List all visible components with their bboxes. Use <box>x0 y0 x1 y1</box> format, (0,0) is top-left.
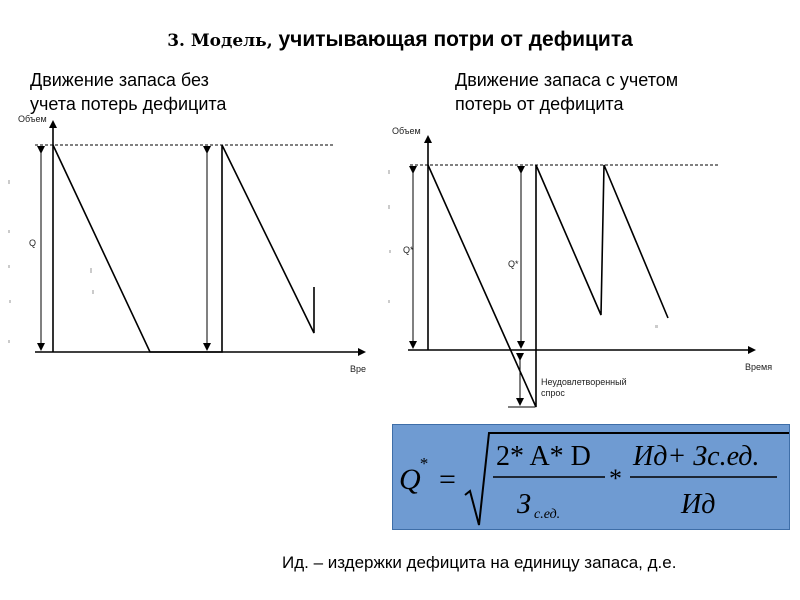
right-x-label: Время <box>745 362 773 372</box>
left-x-label: Вре <box>350 364 367 374</box>
formula-num2: Ид+ Зс.ед. <box>633 441 760 472</box>
formula-eq: = <box>439 463 456 496</box>
title-main: учитывающая потри от дефицита <box>272 28 633 51</box>
right-q-label: Q* <box>403 245 414 255</box>
formula-num1: 2* A* D <box>496 441 591 472</box>
right-qstar-label: Q* <box>508 259 519 269</box>
formula-den2: Ид <box>681 489 716 520</box>
right-y-label: Объем <box>392 126 421 136</box>
annotation-line1: Неудовлетворенный <box>541 377 627 387</box>
legend-text: Ид. – издержки дефицита на единицу запаса, д.е. <box>282 553 677 572</box>
left-q-label: Q <box>29 238 37 248</box>
right-caption: Движение запаса с учетом потерь от дефицита <box>455 70 679 114</box>
left-inventory-line <box>53 145 314 352</box>
left-y-label: Объем <box>18 114 47 124</box>
right-chart <box>388 126 772 407</box>
formula-times: * <box>609 464 622 493</box>
formula-lhs: Q <box>399 463 421 496</box>
formula-den1: З <box>517 489 531 520</box>
formula-svg <box>393 425 791 531</box>
formula-den1-sub: с.ед. <box>534 507 561 522</box>
left-caption: Движение запаса без учета потерь дефицита <box>30 70 227 114</box>
formula-lhs-sup: * <box>419 454 428 473</box>
left-chart <box>8 114 366 374</box>
formula-box <box>392 424 790 530</box>
annotation-line2: спрос <box>541 388 565 398</box>
right-inventory-line <box>428 165 668 407</box>
title-prefix: 3. Модель, <box>167 31 273 51</box>
